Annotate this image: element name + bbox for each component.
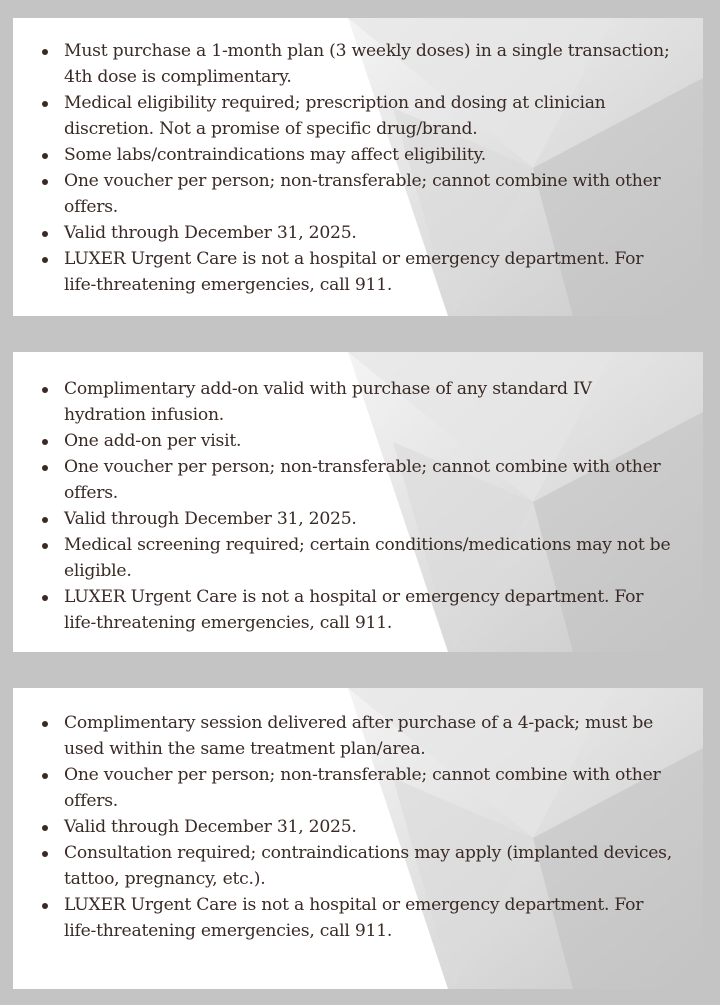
bullet-icon <box>42 851 48 857</box>
list-item: Complimentary add-on valid with purchase of any standard IV hydration infusion. <box>64 376 675 428</box>
bullet-icon <box>42 595 48 601</box>
bullet-icon <box>42 903 48 909</box>
voucher-terms-card-1 <box>13 18 703 316</box>
list-item: Valid through December 31, 2025. <box>64 506 675 532</box>
list-item: One voucher per person; non-transferable; cannot combine with other offers. <box>64 762 675 814</box>
bullet-icon <box>42 101 48 107</box>
bullet-icon <box>42 439 48 445</box>
bullet-icon <box>42 825 48 831</box>
voucher-terms-card-2 <box>13 352 703 652</box>
terms-list-2 <box>13 352 703 636</box>
list-item: Complimentary session delivered after purchase of a 4-pack; must be used within the same treatment plan/area. <box>64 710 675 762</box>
terms-list-3 <box>13 688 703 944</box>
bullet-icon <box>42 153 48 159</box>
list-item: Valid through December 31, 2025. <box>64 220 675 246</box>
list-item: Medical eligibility required; prescription and dosing at clinician discretion. Not a promise of specific drug/brand. <box>64 90 675 142</box>
list-item: Medical screening required; certain conditions/medications may not be eligible. <box>64 532 675 584</box>
list-item: One voucher per person; non-transferable; cannot combine with other offers. <box>64 454 675 506</box>
bullet-icon <box>42 387 48 393</box>
list-item: Some labs/contraindications may affect eligibility. <box>64 142 675 168</box>
bullet-icon <box>42 179 48 185</box>
bullet-icon <box>42 517 48 523</box>
list-item: Consultation required; contraindications may apply (implanted devices, tattoo, pregnancy, etc.). <box>64 840 675 892</box>
list-item: Valid through December 31, 2025. <box>64 814 675 840</box>
list-item: LUXER Urgent Care is not a hospital or emergency department. For life-threatening emergencies, call 911. <box>64 584 675 636</box>
list-item: One add-on per visit. <box>64 428 675 454</box>
bullet-icon <box>42 257 48 263</box>
bullet-icon <box>42 773 48 779</box>
bullet-icon <box>42 231 48 237</box>
list-item: LUXER Urgent Care is not a hospital or emergency department. For life-threatening emergencies, call 911. <box>64 892 675 944</box>
list-item: Must purchase a 1-month plan (3 weekly doses) in a single transaction; 4th dose is complimentary. <box>64 38 675 90</box>
voucher-terms-card-3 <box>13 688 703 989</box>
bullet-icon <box>42 49 48 55</box>
list-item: One voucher per person; non-transferable; cannot combine with other offers. <box>64 168 675 220</box>
list-item: LUXER Urgent Care is not a hospital or emergency department. For life-threatening emergencies, call 911. <box>64 246 675 298</box>
bullet-icon <box>42 721 48 727</box>
terms-list-1 <box>13 18 703 298</box>
bullet-icon <box>42 543 48 549</box>
bullet-icon <box>42 465 48 471</box>
